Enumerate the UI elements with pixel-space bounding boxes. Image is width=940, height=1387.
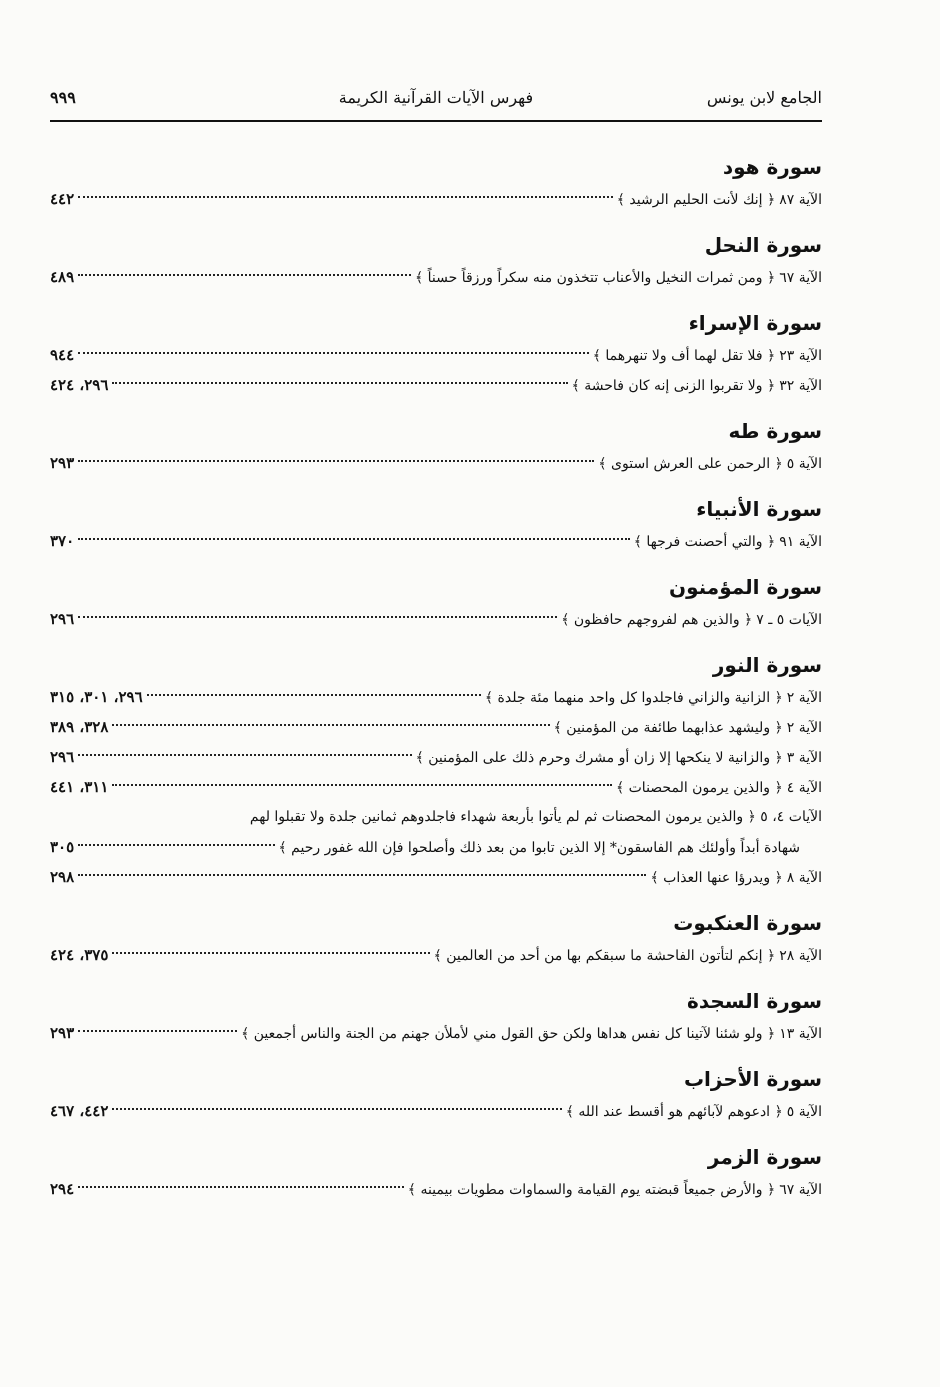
index-entry	[50, 1096, 822, 1126]
index-entry-multiline	[50, 802, 822, 862]
page-refs: ٢٩٦	[50, 748, 75, 766]
verse-text: ﴿ والزانية لا ينكحها إلا زان أو مشرك وحرم ذلك على المؤمنين ﴾	[415, 750, 783, 766]
index-entry	[50, 604, 822, 634]
entry-line	[50, 832, 822, 862]
dot-leader	[78, 616, 557, 618]
page-refs: ٣١١، ٤٤١	[50, 778, 109, 796]
surah-section	[50, 906, 822, 970]
verse-text: ﴿ ادعوهم لآبائهم هو أقسط عند الله ﴾	[565, 1104, 783, 1120]
verse-text: ﴿ ولو شئنا لآتينا كل نفس هداها ولكن حق القول مني لأملأن جهنم من الجنة والناس أجمعين ﴾	[241, 1026, 776, 1042]
dot-leader	[78, 352, 589, 354]
verse-text: ﴿ ومن ثمرات النخيل والأعناب تتخذون منه سكراً ورزقاً حسناً ﴾	[414, 270, 776, 286]
page-refs: ٩٤٤	[50, 346, 75, 364]
dot-leader	[78, 196, 613, 198]
index-entry	[50, 370, 822, 400]
index-entry	[50, 742, 822, 772]
index-entry	[50, 448, 822, 478]
page-refs: ٣٧٥، ٤٢٤	[50, 946, 109, 964]
page-refs: ٢٩٦	[50, 610, 75, 628]
page-refs: ٢٩٦، ٣٠١، ٣١٥	[50, 688, 143, 706]
section-title: فهرس الآيات القرآنية الكريمة	[338, 88, 534, 107]
surah-title: سورة هود	[722, 155, 822, 179]
surah-title: سورة الزمر	[707, 1145, 822, 1169]
dot-leader	[112, 382, 567, 384]
verse-text: ﴿ والذين يرمون المحصنات ﴾	[615, 780, 783, 796]
page-refs: ٣٠٥	[50, 838, 75, 856]
verse-ref: الآية ٤	[786, 780, 822, 796]
verse-ref: الآية ٥	[786, 1104, 822, 1120]
surah-title: سورة المؤمنون	[669, 575, 822, 599]
entry-line	[50, 802, 822, 832]
verse-text: ﴿ ولا تقربوا الزنى إنه كان فاحشة ﴾	[571, 378, 776, 394]
surah-section	[50, 570, 822, 634]
verse-text: ﴿ والذين هم لفروجهم حافظون ﴾	[561, 612, 753, 628]
page-refs: ٣٧٠	[50, 532, 75, 550]
index-entry	[50, 340, 822, 370]
surah-section	[50, 414, 822, 478]
page-refs: ٢٩٣	[50, 1024, 75, 1042]
verse-text: ﴿ إنك لأنت الحليم الرشيد ﴾	[616, 192, 776, 208]
running-header	[50, 84, 822, 122]
verse-ref: الآيات ٤، ٥	[760, 809, 822, 825]
verse-ref: الآية ١٣	[779, 1026, 822, 1042]
surah-section	[50, 150, 822, 214]
verse-index	[50, 150, 822, 1218]
verse-text: ﴿ ويدرؤا عنها العذاب ﴾	[650, 870, 783, 886]
dot-leader	[78, 1030, 237, 1032]
surah-section	[50, 228, 822, 292]
verse-text: ﴿ الرحمن على العرش استوى ﴾	[598, 456, 783, 472]
verse-ref: الآية ٢	[786, 690, 822, 706]
surah-title: سورة النور	[712, 653, 822, 677]
page-refs: ٢٩٦، ٤٢٤	[50, 376, 109, 394]
dot-leader	[78, 538, 630, 540]
index-entry	[50, 184, 822, 214]
index-entry	[50, 1174, 822, 1204]
dot-leader	[78, 460, 594, 462]
surah-section	[50, 1062, 822, 1126]
index-entry	[50, 940, 822, 970]
dot-leader	[78, 274, 411, 276]
dot-leader	[78, 1186, 404, 1188]
verse-ref: الآية ٩١	[779, 534, 822, 550]
verse-ref: الآية ٣	[786, 750, 822, 766]
dot-leader	[112, 784, 612, 786]
index-entry	[50, 862, 822, 892]
page-refs: ٢٩٨	[50, 868, 75, 886]
verse-ref: الآية ٨٧	[779, 192, 822, 208]
dot-leader	[112, 952, 429, 954]
surah-section	[50, 1140, 822, 1204]
surah-title: سورة العنكبوت	[673, 911, 822, 935]
index-entry	[50, 262, 822, 292]
page-refs: ٤٤٢، ٤٦٧	[50, 1102, 109, 1120]
verse-ref: الآية ٥	[786, 456, 822, 472]
surah-section	[50, 648, 822, 892]
page-refs: ٤٤٢	[50, 190, 75, 208]
surah-title: سورة الأحزاب	[683, 1067, 822, 1091]
verse-ref: الآية ٢	[786, 720, 822, 736]
index-entry	[50, 772, 822, 802]
surah-title: سورة طه	[728, 419, 822, 443]
dot-leader	[78, 844, 274, 846]
index-entry	[50, 1018, 822, 1048]
page-refs: ٢٩٣	[50, 454, 75, 472]
dot-leader	[78, 874, 646, 876]
verse-text: ﴿ الزانية والزاني فاجلدوا كل واحد منهما مئة جلدة ﴾	[484, 690, 783, 706]
verse-text: ﴿ والذين يرمون المحصنات ثم لم يأتوا بأربعة شهداء فاجلدوهم ثمانين جلدة ولا تقبلوا لهم	[249, 809, 756, 825]
index-entry	[50, 682, 822, 712]
dot-leader	[112, 1108, 561, 1110]
verse-ref: الآية ٢٨	[779, 948, 822, 964]
verse-ref: الآيات ٥ ـ ٧	[756, 612, 822, 628]
page-number: ٩٩٩	[50, 88, 76, 107]
page-refs: ٣٢٨، ٣٨٩	[50, 718, 109, 736]
verse-ref: الآية ٢٣	[779, 348, 822, 364]
verse-ref: الآية ٣٢	[779, 378, 822, 394]
dot-leader	[147, 694, 481, 696]
surah-title: سورة النحل	[704, 233, 822, 257]
verse-ref: الآية ٦٧	[779, 1182, 822, 1198]
verse-text: ﴿ فلا تقل لهما أف ولا تنهرهما ﴾	[592, 348, 776, 364]
surah-section	[50, 306, 822, 400]
verse-text: ﴿ إنكم لتأتون الفاحشة ما سبقكم بها من أحد من العالمين ﴾	[433, 948, 776, 964]
dot-leader	[112, 724, 549, 726]
verse-ref: الآية ٦٧	[779, 270, 822, 286]
dot-leader	[78, 754, 411, 756]
surah-title: سورة الإسراء	[688, 311, 822, 335]
verse-text: ﴿ والتي أحصنت فرجها ﴾	[633, 534, 776, 550]
surah-section	[50, 492, 822, 556]
page-refs: ٤٨٩	[50, 268, 75, 286]
verse-ref: الآية ٨	[786, 870, 822, 886]
page-refs: ٢٩٤	[50, 1180, 75, 1198]
index-entry	[50, 712, 822, 742]
verse-text: شهادة أبداً وأولئك هم الفاسقون* إلا الذين تابوا من بعد ذلك وأصلحوا فإن الله غفور رحيم ﴾	[278, 840, 800, 856]
surah-title: سورة الأنبياء	[696, 497, 822, 521]
verse-text: ﴿ وليشهد عذابهما طائفة من المؤمنين ﴾	[553, 720, 783, 736]
book-title: الجامع لابن يونس	[706, 88, 822, 107]
surah-section	[50, 984, 822, 1048]
index-entry	[50, 526, 822, 556]
verse-text: ﴿ والأرض جميعاً قبضته يوم القيامة والسماوات مطويات بيمينه ﴾	[407, 1182, 776, 1198]
surah-title: سورة السجدة	[687, 989, 822, 1013]
